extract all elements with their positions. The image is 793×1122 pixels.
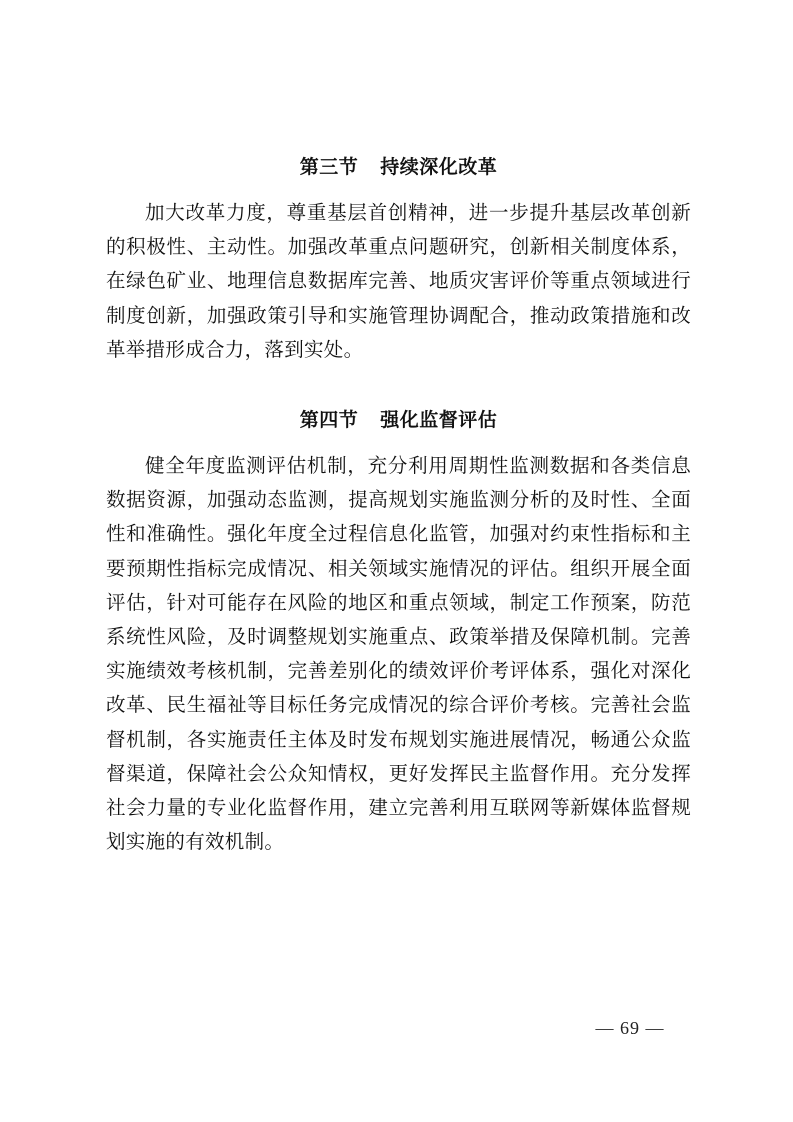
section-title: 持续深化改革 xyxy=(380,156,498,178)
section-4 xyxy=(106,399,691,859)
document-body xyxy=(106,146,691,859)
section-heading xyxy=(106,146,691,188)
section-title: 强化监督评估 xyxy=(380,409,498,432)
page-number: — 69 — xyxy=(595,1018,665,1038)
section-number: 第三节 xyxy=(299,156,359,178)
section-heading xyxy=(106,399,691,441)
section-paragraph: 健全年度监测评估机制，充分利用周期性监测数据和各类信息数据资源，加强动态监测，提高规划实施监测分析的及时性、全面性和准确性。强化年度全过程信息化监管，加强对约束性指标和主要预期性指标完成情况、相关领域实施情况的评估。组织开展全面评估，针对可能存在风险的地区和重点领域，制定工作预案，防范系统性风险，及时调整规划实施重点、政策举措及保障机制。完善实施绩效考核机制，完善差别化的绩效评价考评体系，强化对深化改革、民生福祉等目标任务完成情况的综合评价考核。完善社会监督机制，各实施责任主体及时发布规划实施进展情况，畅通公众监督渠道，保障社会公众知情权，更好发挥民主监督作用。充分发挥社会力量的专业化监督作用，建立完善利用互联网等新媒体监督规划实施的有效机制。 xyxy=(106,454,691,854)
section-3 xyxy=(106,146,691,367)
section-number: 第四节 xyxy=(299,409,359,432)
section-paragraph: 加大改革力度，尊重基层首创精神，进一步提升基层改革创新的积极性、主动性。加强改革重点问题研究，创新相关制度体系，在绿色矿业、地理信息数据库完善、地质灾害评价等重点领域进行制度创新，加强政策引导和实施管理协调配合，推动政策措施和改革举措形成合力，落到实处。 xyxy=(106,201,691,361)
